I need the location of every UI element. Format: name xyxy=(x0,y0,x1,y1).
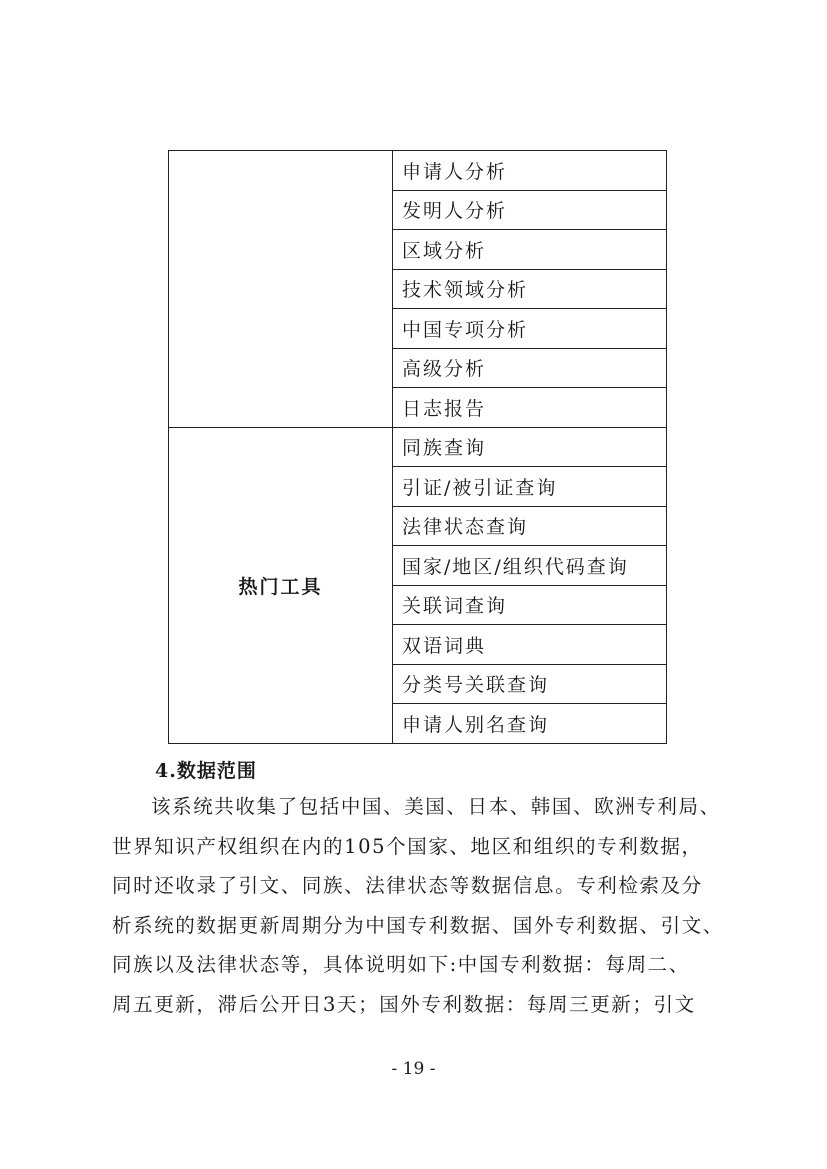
table-cell: 日志报告 xyxy=(393,388,667,428)
table-cell: 中国专项分析 xyxy=(393,309,667,349)
table-cell: 申请人别名查询 xyxy=(393,704,667,744)
table-cell: 同族查询 xyxy=(393,427,667,467)
table-cell: 双语词典 xyxy=(393,625,667,665)
table-cell: 国家/地区/组织代码查询 xyxy=(393,546,667,586)
paragraph-line: 同时还收录了引文、同族、法律状态等数据信息。专利检索及分 xyxy=(112,874,703,898)
table-cell: 申请人分析 xyxy=(393,151,667,191)
table-cell: 分类号关联查询 xyxy=(393,664,667,704)
table-row xyxy=(169,427,667,467)
category-cell xyxy=(169,151,393,428)
table-cell: 引证/被引证查询 xyxy=(393,467,667,507)
analysis-tools-table xyxy=(168,150,667,744)
paragraph-line: 世界知识产权组织在内的105个国家、地区和组织的专利数据， xyxy=(112,834,703,858)
category-cell: 热门工具 xyxy=(169,427,393,743)
table-cell: 发明人分析 xyxy=(393,190,667,230)
page-number: - 19 - xyxy=(391,1059,436,1079)
table-cell: 区域分析 xyxy=(393,230,667,270)
table-cell: 关联词查询 xyxy=(393,585,667,625)
paragraph-line: 周五更新，滞后公开日3天；国外专利数据：每周三更新；引文 xyxy=(112,992,696,1016)
paragraph-line: 该系统共收集了包括中国、美国、日本、韩国、欧洲专利局、 xyxy=(151,795,721,818)
paragraph-line: 同族以及法律状态等，具体说明如下:中国专利数据：每周二、 xyxy=(112,953,690,977)
section-heading: 4.数据范围 xyxy=(155,760,257,782)
table-cell: 高级分析 xyxy=(393,348,667,388)
table-cell: 技术领域分析 xyxy=(393,269,667,309)
paragraph-line: 析系统的数据更新周期分为中国专利数据、国外专利数据、引文、 xyxy=(112,913,724,937)
body-paragraph xyxy=(112,787,724,1025)
table-row xyxy=(169,151,667,191)
table-cell: 法律状态查询 xyxy=(393,506,667,546)
